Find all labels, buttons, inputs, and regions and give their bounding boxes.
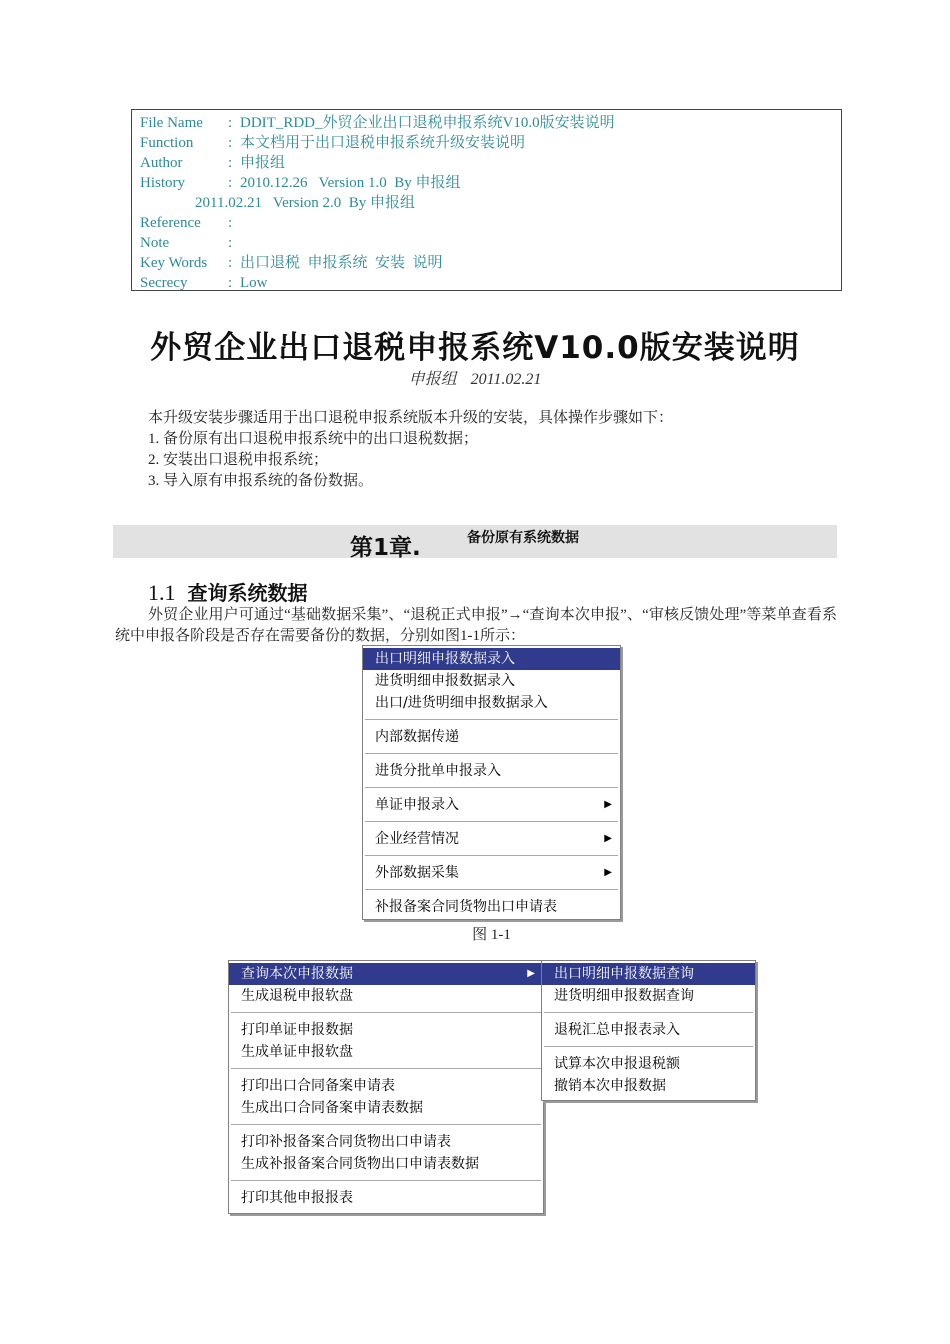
menu-item-generate-document-disk[interactable]: 生成单证申报软盘: [241, 1044, 353, 1060]
menu-item-export-detail-entry[interactable]: 出口明细申报数据录入: [363, 648, 620, 670]
intro-line: 本升级安装步骤适用于出口退税申报系统版本升级的安装，具体操作步骤如下：: [148, 410, 674, 426]
meta-value: 本文档用于出口退税申报系统升级安装说明: [240, 135, 526, 151]
document-subtitle: [0, 366, 950, 389]
menu-separator: [365, 889, 618, 891]
meta-key: Author: [140, 155, 183, 171]
meta-history: [140, 173, 841, 193]
context-menu-declaration: [228, 960, 544, 1214]
figure-caption: 图 1-1: [472, 927, 511, 943]
menu-item-generate-supplementary-form-data[interactable]: 生成补报备案合同货物出口申请表数据: [241, 1156, 479, 1172]
submenu-arrow-icon: ▶: [604, 867, 612, 878]
meta-reference: [140, 213, 841, 233]
menu-item-print-contract-form[interactable]: 打印出口合同备案申请表: [241, 1078, 395, 1094]
menu-separator: [365, 855, 618, 857]
menu-item-label: 外部数据采集: [375, 865, 459, 881]
menu-item-calculate-refund[interactable]: 试算本次申报退税额: [554, 1056, 680, 1072]
menu-item-print-document-data[interactable]: 打印单证申报数据: [241, 1022, 353, 1038]
submenu-arrow-icon: ▶: [604, 833, 612, 844]
meta-colon: :: [228, 155, 233, 171]
subtitle-author: 申报组: [408, 371, 457, 388]
chapter-title: 备份原有系统数据: [467, 530, 579, 546]
chapter-number: 第1章.: [350, 535, 421, 561]
submenu-arrow-icon: ▶: [604, 799, 612, 810]
meta-keywords: [140, 253, 841, 273]
meta-key: File Name: [140, 115, 203, 131]
menu-item-query-current-declaration[interactable]: [229, 963, 543, 985]
context-menu-data-entry: [362, 645, 621, 920]
menu-item-label: 查询本次申报数据: [241, 966, 353, 982]
document-metadata-box: [131, 109, 842, 291]
menu-separator: [544, 1046, 753, 1048]
intro-line: 3. 导入原有申报系统的备份数据。: [148, 473, 374, 489]
meta-colon: :: [228, 215, 233, 231]
meta-colon: :: [228, 175, 233, 191]
meta-colon: :: [228, 255, 233, 271]
menu-item-purchase-detail-entry[interactable]: 进货明细申报数据录入: [375, 673, 515, 689]
meta-key: Note: [140, 235, 170, 251]
menu-item-cancel-declaration[interactable]: 撤销本次申报数据: [554, 1078, 666, 1094]
meta-note: [140, 233, 841, 253]
submenu-query: [541, 960, 756, 1101]
menu-item-internal-transfer[interactable]: 内部数据传递: [375, 729, 459, 745]
meta-colon: :: [228, 135, 233, 151]
intro-steps: [148, 408, 673, 492]
menu-separator: [231, 1180, 541, 1182]
meta-key: History: [140, 175, 185, 191]
menu-item-generate-contract-form-data[interactable]: 生成出口合同备案申请表数据: [241, 1100, 423, 1116]
menu-item-document-entry[interactable]: [363, 794, 620, 816]
meta-colon: :: [228, 235, 233, 251]
document-title: 外贸企业出口退税申报系统V10.0版安装说明: [150, 330, 800, 366]
menu-item-export-purchase-entry[interactable]: 出口/进货明细申报数据录入: [375, 695, 548, 711]
meta-value: DDIT_RDD_外贸企业出口退税申报系统V10.0版安装说明: [240, 115, 615, 131]
meta-value: Low: [240, 275, 268, 291]
menu-separator: [544, 1012, 753, 1014]
menu-item-purchase-batch-entry[interactable]: 进货分批单申报录入: [375, 763, 501, 779]
intro-line: 1. 备份原有出口退税申报系统中的出口退税数据；: [148, 431, 479, 447]
meta-value: 出口退税 申报系统 安装 说明: [240, 255, 443, 271]
menu-separator: [365, 753, 618, 755]
menu-separator: [365, 719, 618, 721]
menu-separator: [231, 1124, 541, 1126]
meta-key: Function: [140, 135, 194, 151]
meta-value: 2011.02.21 Version 2.0 By 申报组: [195, 195, 416, 211]
meta-key: Key Words: [140, 255, 208, 271]
meta-secrecy: [140, 273, 841, 293]
meta-colon: :: [228, 115, 233, 131]
menu-separator: [365, 821, 618, 823]
menu-item-label: 企业经营情况: [375, 831, 459, 847]
meta-author: [140, 153, 841, 173]
meta-key: Secrecy: [140, 275, 188, 291]
intro-line: 2. 安装出口退税申报系统；: [148, 452, 329, 468]
menu-separator: [231, 1012, 541, 1014]
menu-item-external-data[interactable]: [363, 862, 620, 884]
section-number: 1.1: [148, 580, 176, 605]
meta-value: 2010.12.26 Version 1.0 By 申报组: [240, 175, 461, 191]
menu-item-business-status[interactable]: [363, 828, 620, 850]
subtitle-date: 2011.02.21: [470, 371, 542, 388]
submenu-arrow-icon: ▶: [527, 968, 535, 979]
meta-history-2: [140, 193, 841, 213]
menu-item-generate-refund-disk[interactable]: 生成退税申报软盘: [241, 988, 353, 1004]
meta-key: Reference: [140, 215, 201, 231]
menu-item-refund-summary-entry[interactable]: 退税汇总申报表录入: [554, 1022, 680, 1038]
section-title: 查询系统数据: [187, 581, 308, 605]
menu-item-purchase-detail-query[interactable]: 进货明细申报数据查询: [554, 988, 694, 1004]
meta-value: 申报组: [240, 155, 286, 171]
section-paragraph: 外贸企业用户可通过“基础数据采集”、“退税正式申报”→“查询本次申报”、“审核反馈处理”等菜单查看系统中申报各阶段是否存在需要备份的数据，分别如图1-1所示：: [115, 607, 837, 644]
menu-item-export-detail-query[interactable]: 出口明细申报数据查询: [542, 963, 755, 985]
menu-separator: [365, 787, 618, 789]
menu-separator: [231, 1068, 541, 1070]
menu-item-print-other-reports[interactable]: 打印其他申报报表: [241, 1190, 353, 1206]
meta-function: [140, 133, 841, 153]
menu-item-label: 单证申报录入: [375, 797, 459, 813]
meta-file-name: [140, 113, 841, 133]
section-heading: [148, 577, 308, 606]
meta-colon: :: [228, 275, 233, 291]
menu-item-supplementary-contract[interactable]: 补报备案合同货物出口申请表: [375, 899, 557, 915]
menu-item-print-supplementary-form[interactable]: 打印补报备案合同货物出口申请表: [241, 1134, 451, 1150]
